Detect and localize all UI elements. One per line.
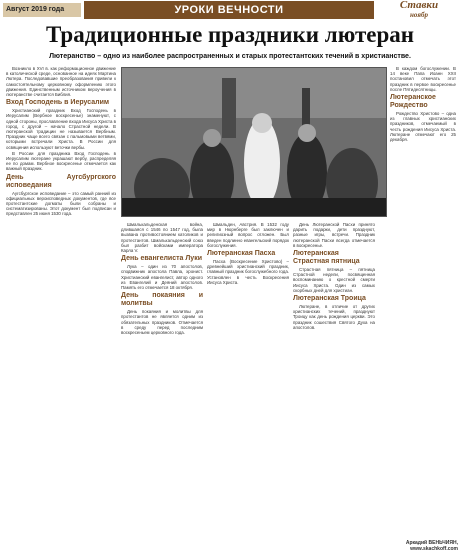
- subheading-evangelist-luke: День евангелиста Луки: [121, 255, 202, 263]
- column-4-text: День Лютеранской Пасхи принято дарить подарки, дети празднуют, разные игры, встречи. Праздник лютеранской Пасхи всегда отмечается в воскресенье.: [293, 222, 375, 248]
- evangelist-luke-text: Лука – один из 70 апостолов, сподвижник апостола Павла, хронист. Христианский евангелист, автор одного из Евангелий и Деяний апостолов. Память его отмечается 18 октября.: [121, 264, 203, 291]
- lutheran-easter-text: Пасха (Воскресение Христово) – древнейший христианский праздник, главный праздник богослужебного года. Установлен в честь Воскресения Иисуса Христа.: [207, 259, 289, 285]
- newspaper-logo: [380, 0, 458, 20]
- logo-main: Ставки: [399, 0, 439, 11]
- trinity-text: Лютеране, в отличие от других христианских течений, празднуют Троицу как день рождения церкви. Это праздник сошествия Святого Духа на апостолов.: [293, 304, 375, 330]
- christmas-text: Рождество Христово – одна из главных христианских праздников, отмечаемый в честь рождения Иисуса Христа. Лютеране отмечают его 25 декабря.: [390, 111, 456, 143]
- page-header: [0, 0, 460, 20]
- column-1: [6, 66, 116, 550]
- palm-sunday-text-2: В России для праздника Вход Господень в Иерусалим лютеране украшают вербу, распределяя ее по домам. Вербное воскресенье отмечается как важный праздник.: [6, 150, 116, 172]
- article-photo: [121, 67, 387, 217]
- intro-text: Возникло в XVI в. как реформационное движение в католической среде, основанное на идеях Мартина Лютера. Последовавшие преобразования привели к самостоятельному церковному оформлению этого движения. Единственным источником вероучения в лютеранстве считается Библия.: [6, 66, 116, 98]
- subheading-good-friday: Лютеранская Страстная пятница: [293, 250, 360, 266]
- augsburg-text: Аугсбургское исповедание – это самый ранний из официальных вероисповедных документов, где все протестантские догматы были собраны и систематизированы. Этот документ был подписан и представлен 25 июня 1530 года.: [6, 190, 116, 217]
- church-gathering-photo: [122, 68, 387, 217]
- subheading-lutheran-easter: Лютеранская Пасха: [207, 250, 276, 258]
- article-lead: Лютеранство – одно из наиболее распространенных и старых протестантских течений в христианстве.: [49, 53, 411, 60]
- article-headline: Традиционные праздники лютеран: [45, 22, 415, 47]
- subheading-trinity: Лютеранская Троица: [293, 295, 366, 303]
- subheading-augsburg: День Аугсбургского исповедания: [6, 173, 116, 189]
- repentance-text: День покаяния и молитвы для протестантов не является одним из обязательных праздников. Отмечается в среду перед последним воскресеньем церковного года.: [121, 309, 203, 336]
- column-2-text: Шмалькальденская война, длившаяся с 1546 по 1547 год, была вызвана противостоянием католиков и протестантов. Шмалькальденский союз был разбит войсками императора Карла V.: [121, 222, 203, 254]
- subheading-christmas: Лютеранское Рождество: [390, 94, 436, 110]
- issue-date: Август 2019 года: [3, 3, 81, 17]
- column-3-text: Шмальден, Австрия. В 1532 году мир в Нюрнберге был заключен и религиозный вопрос отложен. Был введен подлинно евангельский порядок богослужения.: [207, 222, 289, 248]
- column-3: [207, 222, 289, 550]
- subheading-palm-sunday: Вход Господень в Иерусалим: [6, 99, 110, 107]
- palm-sunday-text: Христианский праздник Вход Господень в Иерусалим (Вербное воскресенье) знаменуют, с одной стороны, прославление входа Иисуса Христа в город, с другой – начало Страстной недели. В лютеранской традиции не называется Вербным. Праздник чаще всего связан с пальмовыми ветвями, которыми встречали Христа. В России для освящения используют веточки вербы.: [6, 108, 116, 150]
- good-friday-text: Страстная пятница – пятница Страстной недели, посвященная воспоминанию о крестной смерти Иисуса Христа. Один из самых скорбных дней для христиан.: [293, 267, 375, 293]
- logo-sub: ноябр: [410, 11, 428, 19]
- subheading-repentance: День покаяния и молитвы: [121, 292, 203, 308]
- column-2: [121, 222, 203, 550]
- column-4: [293, 222, 375, 550]
- section-title: УРОКИ ВЕЧНОСТИ: [84, 1, 374, 19]
- column-5-text: В каждом богослужении. В 14 веке Папа Иоанн XXII постановил отмечать этот праздник в первое воскресенье после Пятидесятницы.: [390, 66, 456, 92]
- column-5: [390, 66, 456, 536]
- article-author: Аркадий ВЕНЬЧИЯН, www.skachkoff.com: [405, 540, 458, 552]
